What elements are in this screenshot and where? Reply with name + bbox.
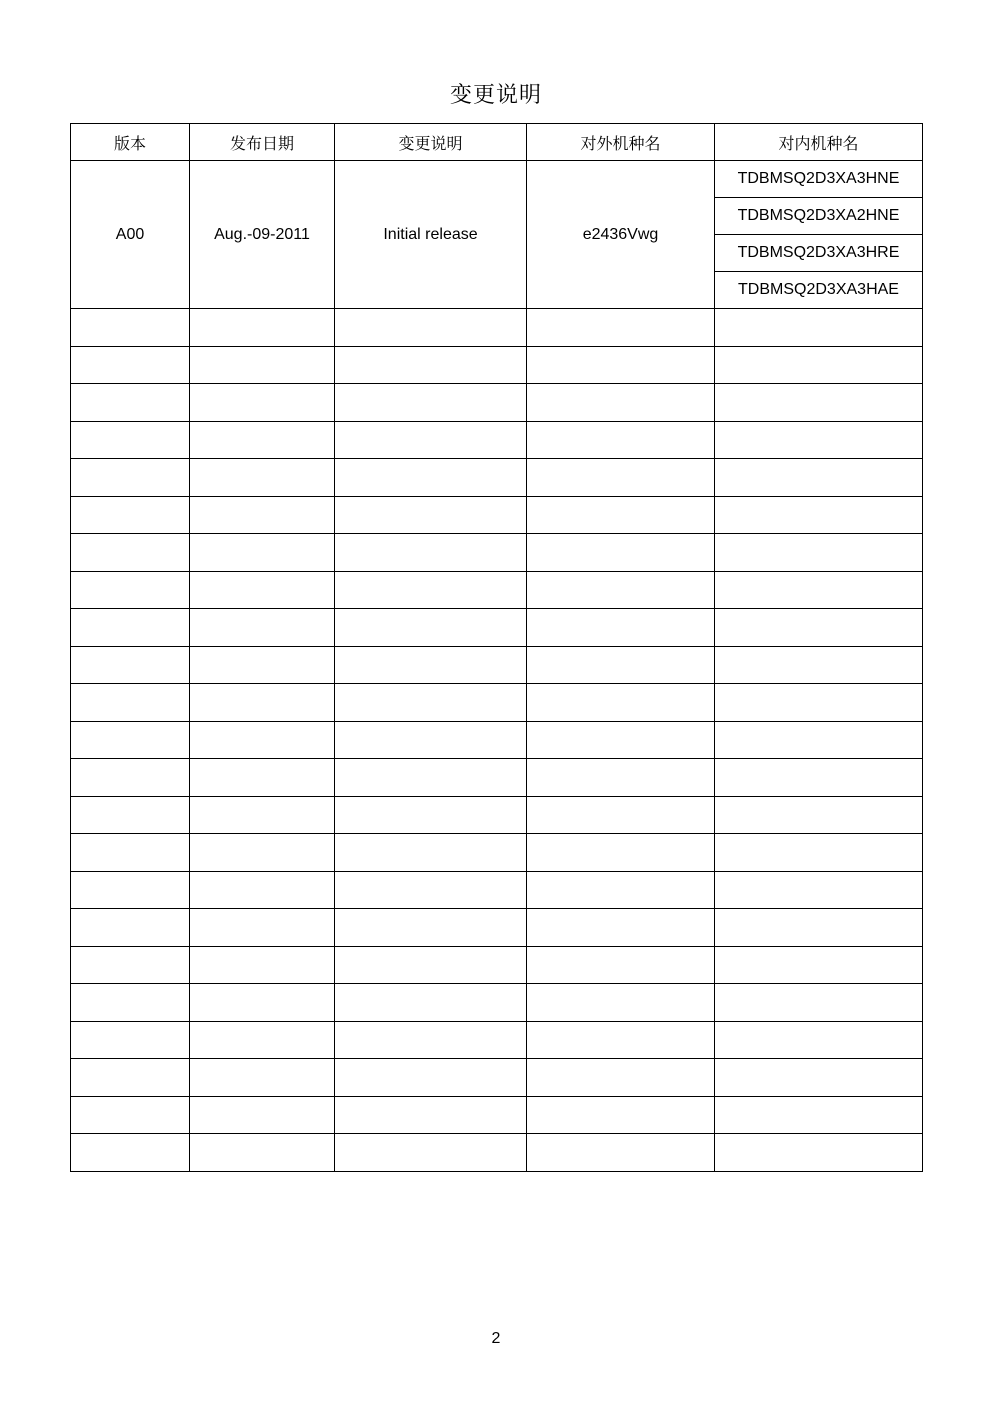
empty-table-row bbox=[71, 871, 923, 909]
empty-cell bbox=[527, 646, 715, 684]
empty-table-row bbox=[71, 571, 923, 609]
empty-cell bbox=[335, 1021, 527, 1059]
empty-cell bbox=[190, 609, 335, 647]
empty-table-row bbox=[71, 534, 923, 572]
empty-cell bbox=[190, 534, 335, 572]
header-internal-model: 对内机种名 bbox=[715, 124, 923, 161]
empty-cell bbox=[335, 646, 527, 684]
empty-cell bbox=[527, 421, 715, 459]
empty-cell bbox=[715, 1021, 923, 1059]
header-version: 版本 bbox=[71, 124, 190, 161]
empty-cell bbox=[71, 459, 190, 497]
table-row bbox=[71, 161, 923, 198]
empty-cell bbox=[335, 909, 527, 947]
empty-cell bbox=[527, 834, 715, 872]
empty-cell bbox=[190, 421, 335, 459]
internal-model-cell: TDBMSQ2D3XA2HNE bbox=[715, 198, 923, 235]
empty-cell bbox=[527, 384, 715, 422]
empty-cell bbox=[715, 571, 923, 609]
empty-cell bbox=[527, 1134, 715, 1172]
empty-cell bbox=[71, 609, 190, 647]
empty-cell bbox=[71, 759, 190, 797]
empty-cell bbox=[71, 309, 190, 347]
page-number: 2 bbox=[491, 1330, 501, 1347]
empty-table-row bbox=[71, 1096, 923, 1134]
empty-cell bbox=[715, 421, 923, 459]
empty-cell bbox=[715, 946, 923, 984]
empty-cell bbox=[190, 346, 335, 384]
empty-cell bbox=[715, 1134, 923, 1172]
empty-cell bbox=[715, 1059, 923, 1097]
external-model-cell: e2436Vwg bbox=[527, 161, 715, 309]
empty-table-row bbox=[71, 309, 923, 347]
release-date-cell: Aug.-09-2011 bbox=[190, 161, 335, 309]
empty-cell bbox=[71, 1096, 190, 1134]
empty-cell bbox=[527, 946, 715, 984]
empty-cell bbox=[335, 984, 527, 1022]
empty-cell bbox=[715, 346, 923, 384]
empty-cell bbox=[71, 421, 190, 459]
empty-cell bbox=[527, 909, 715, 947]
empty-cell bbox=[71, 384, 190, 422]
header-external-model: 对外机种名 bbox=[527, 124, 715, 161]
change-log-table bbox=[70, 123, 923, 1172]
empty-cell bbox=[190, 796, 335, 834]
empty-cell bbox=[335, 871, 527, 909]
empty-cell bbox=[715, 721, 923, 759]
empty-cell bbox=[335, 946, 527, 984]
empty-cell bbox=[715, 309, 923, 347]
empty-cell bbox=[715, 384, 923, 422]
empty-cell bbox=[715, 1096, 923, 1134]
empty-table-row bbox=[71, 946, 923, 984]
empty-cell bbox=[715, 871, 923, 909]
empty-cell bbox=[527, 309, 715, 347]
empty-cell bbox=[71, 984, 190, 1022]
empty-cell bbox=[527, 534, 715, 572]
empty-cell bbox=[527, 796, 715, 834]
empty-cell bbox=[335, 384, 527, 422]
empty-cell bbox=[715, 496, 923, 534]
empty-cell bbox=[527, 496, 715, 534]
empty-cell bbox=[715, 646, 923, 684]
empty-cell bbox=[71, 684, 190, 722]
empty-cell bbox=[71, 1134, 190, 1172]
empty-cell bbox=[190, 384, 335, 422]
empty-cell bbox=[715, 984, 923, 1022]
empty-cell bbox=[71, 834, 190, 872]
empty-cell bbox=[335, 834, 527, 872]
change-description-cell: Initial release bbox=[335, 161, 527, 309]
empty-cell bbox=[527, 871, 715, 909]
empty-cell bbox=[190, 309, 335, 347]
empty-cell bbox=[527, 346, 715, 384]
empty-table-row bbox=[71, 496, 923, 534]
empty-cell bbox=[715, 796, 923, 834]
empty-table-row bbox=[71, 421, 923, 459]
empty-table-row bbox=[71, 459, 923, 497]
empty-cell bbox=[335, 1096, 527, 1134]
empty-table-row bbox=[71, 834, 923, 872]
empty-cell bbox=[527, 984, 715, 1022]
empty-cell bbox=[71, 571, 190, 609]
empty-table-row bbox=[71, 384, 923, 422]
internal-model-cell: TDBMSQ2D3XA3HAE bbox=[715, 272, 923, 309]
internal-model-cell: TDBMSQ2D3XA3HRE bbox=[715, 235, 923, 272]
empty-cell bbox=[190, 496, 335, 534]
empty-cell bbox=[335, 721, 527, 759]
empty-cell bbox=[715, 909, 923, 947]
empty-cell bbox=[335, 609, 527, 647]
page-title: 变更说明 bbox=[449, 83, 542, 108]
version-cell: A00 bbox=[71, 161, 190, 309]
empty-cell bbox=[527, 1021, 715, 1059]
empty-cell bbox=[335, 571, 527, 609]
empty-cell bbox=[71, 496, 190, 534]
empty-cell bbox=[527, 459, 715, 497]
empty-cell bbox=[190, 721, 335, 759]
empty-cell bbox=[335, 346, 527, 384]
empty-cell bbox=[527, 684, 715, 722]
empty-cell bbox=[335, 421, 527, 459]
empty-cell bbox=[190, 571, 335, 609]
empty-cell bbox=[335, 459, 527, 497]
empty-cell bbox=[71, 871, 190, 909]
empty-table-row bbox=[71, 346, 923, 384]
empty-cell bbox=[190, 459, 335, 497]
empty-cell bbox=[71, 646, 190, 684]
empty-table-row bbox=[71, 984, 923, 1022]
empty-cell bbox=[335, 796, 527, 834]
empty-table-row bbox=[71, 1134, 923, 1172]
empty-cell bbox=[190, 909, 335, 947]
empty-cell bbox=[190, 1021, 335, 1059]
empty-cell bbox=[71, 946, 190, 984]
empty-cell bbox=[190, 946, 335, 984]
empty-cell bbox=[715, 684, 923, 722]
empty-cell bbox=[715, 534, 923, 572]
empty-table-row bbox=[71, 684, 923, 722]
empty-cell bbox=[335, 759, 527, 797]
empty-cell bbox=[335, 1134, 527, 1172]
empty-cell bbox=[190, 646, 335, 684]
empty-cell bbox=[71, 796, 190, 834]
header-change-description: 变更说明 bbox=[335, 124, 527, 161]
empty-cell bbox=[71, 909, 190, 947]
empty-cell bbox=[527, 1059, 715, 1097]
empty-table-row bbox=[71, 721, 923, 759]
empty-cell bbox=[71, 534, 190, 572]
empty-cell bbox=[715, 759, 923, 797]
empty-cell bbox=[715, 459, 923, 497]
empty-table-row bbox=[71, 1021, 923, 1059]
empty-cell bbox=[190, 1096, 335, 1134]
header-release-date: 发布日期 bbox=[190, 124, 335, 161]
empty-cell bbox=[190, 871, 335, 909]
empty-cell bbox=[527, 759, 715, 797]
empty-cell bbox=[190, 984, 335, 1022]
empty-cell bbox=[527, 609, 715, 647]
empty-table-row bbox=[71, 909, 923, 947]
internal-model-cell: TDBMSQ2D3XA3HNE bbox=[715, 161, 923, 198]
empty-cell bbox=[527, 1096, 715, 1134]
empty-cell bbox=[527, 571, 715, 609]
empty-cell bbox=[190, 759, 335, 797]
empty-cell bbox=[190, 1059, 335, 1097]
empty-cell bbox=[335, 309, 527, 347]
empty-cell bbox=[190, 1134, 335, 1172]
empty-cell bbox=[335, 684, 527, 722]
empty-cell bbox=[527, 721, 715, 759]
empty-cell bbox=[190, 834, 335, 872]
empty-table-row bbox=[71, 609, 923, 647]
empty-table-row bbox=[71, 646, 923, 684]
empty-cell bbox=[71, 346, 190, 384]
empty-cell bbox=[71, 721, 190, 759]
empty-cell bbox=[335, 1059, 527, 1097]
empty-cell bbox=[71, 1021, 190, 1059]
empty-cell bbox=[190, 684, 335, 722]
empty-table-row bbox=[71, 796, 923, 834]
empty-cell bbox=[335, 534, 527, 572]
empty-cell bbox=[335, 496, 527, 534]
empty-table-row bbox=[71, 759, 923, 797]
empty-table-row bbox=[71, 1059, 923, 1097]
empty-cell bbox=[71, 1059, 190, 1097]
empty-cell bbox=[715, 834, 923, 872]
empty-cell bbox=[715, 609, 923, 647]
table-header-row bbox=[71, 124, 923, 161]
